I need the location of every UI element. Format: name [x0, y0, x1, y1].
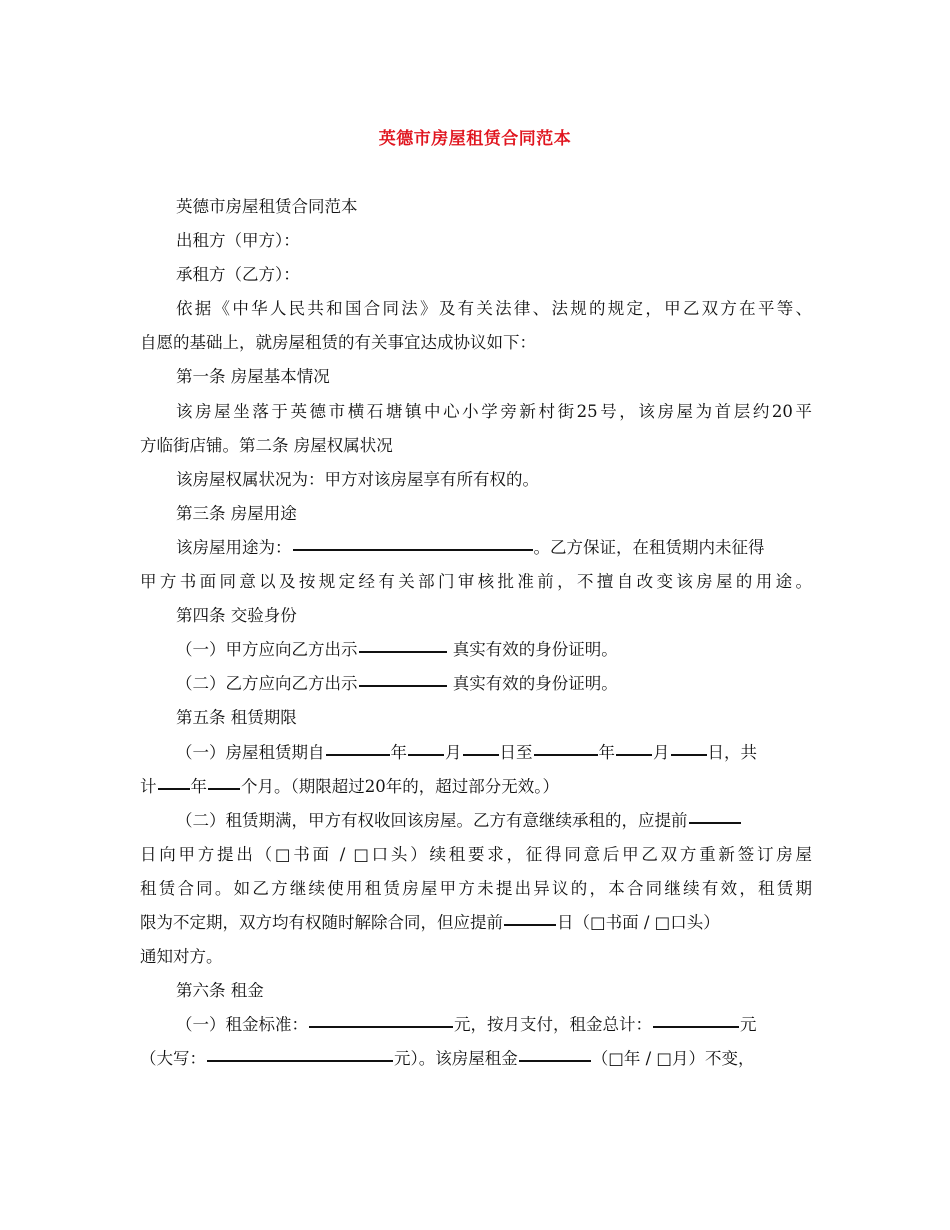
line-text: （一）甲方应向乙方出示	[176, 640, 358, 660]
line-text: 月	[653, 742, 670, 762]
paragraph-line: 自愿的基础上，就房屋租赁的有关事宜达成协议如下：	[140, 333, 536, 353]
fill-blank[interactable]	[293, 533, 533, 551]
line-text: （二）乙方应向乙方出示	[176, 674, 358, 694]
fill-blank[interactable]	[689, 806, 741, 824]
fill-blank[interactable]	[671, 738, 707, 756]
fill-blank[interactable]	[519, 1044, 591, 1062]
paragraph-line	[140, 531, 812, 565]
paragraph-line	[140, 804, 812, 838]
fill-blank[interactable]	[158, 772, 190, 790]
line-text: （二）租赁期满，甲方有权收回该房屋。乙方有意继续承租的，应提前	[176, 810, 688, 830]
line-text: 该房屋用途为：	[176, 537, 292, 557]
line-text: 限为不定期，双方均有权随时解除合同，但应提前	[140, 912, 503, 932]
paragraph-line: 租赁合同。如乙方继续使用租赁房屋甲方未提出异议的，本合同继续有效，租赁期	[140, 878, 812, 898]
paragraph-line	[140, 633, 812, 667]
line-text: 日（□书面 / □口头）	[557, 912, 720, 932]
line-text: （一）房屋租赁期自	[176, 742, 325, 762]
line-text: 真实有效的身份证明。	[447, 640, 618, 660]
fill-blank[interactable]	[309, 1010, 453, 1028]
line-text: 年	[190, 776, 207, 796]
line-text: 年	[390, 742, 407, 762]
line-text: 。乙方保证，在租赁期内未征得	[533, 537, 765, 557]
paragraph-line: 该房屋权属状况为：甲方对该房屋享有所有权的。	[176, 469, 539, 489]
paragraph-line: 英德市房屋租赁合同范本	[176, 197, 358, 216]
section-heading: 第三条 房屋用途	[176, 503, 297, 523]
document-body	[140, 190, 812, 1076]
paragraph-line: 日向甲方提出（□书面 / □口头）续租要求，征得同意后甲乙双方重新签订房屋	[140, 844, 812, 864]
fill-blank[interactable]	[653, 1010, 739, 1028]
line-text: 日至	[499, 742, 533, 762]
line-text: 日，共	[707, 742, 757, 762]
paragraph-line: 依据《中华人民共和国合同法》及有关法律、法规的规定，甲乙双方在平等、	[176, 299, 812, 319]
paragraph-line: 甲方书面同意以及按规定经有关部门审核批准前，不擅自改变该房屋的用途。	[140, 572, 812, 592]
fill-blank[interactable]	[616, 738, 652, 756]
line-text: 真实有效的身份证明。	[447, 674, 618, 694]
line-text: 元）。该房屋租金	[394, 1049, 518, 1069]
paragraph-line	[140, 906, 812, 940]
fill-blank[interactable]	[463, 738, 499, 756]
section-heading: 第五条 租赁期限	[176, 708, 297, 728]
paragraph-line	[140, 770, 812, 804]
paragraph-line: 该房屋坐落于英德市横石塘镇中心小学旁新村街25号，该房屋为首层约20平	[176, 401, 812, 421]
paragraph-line: 通知对方。	[140, 947, 223, 967]
page-title: 英德市房屋租赁合同范本	[378, 129, 572, 149]
paragraph-line: 方临街店铺。第二条 房屋权属状况	[140, 435, 393, 455]
line-text: （大写：	[140, 1049, 206, 1069]
paragraph-line	[140, 1008, 812, 1042]
line-text: 元，按月支付，租金总计：	[454, 1015, 652, 1035]
paragraph-line	[140, 667, 812, 701]
section-heading: 第四条 交验身份	[176, 606, 297, 626]
line-text: 元	[740, 1015, 757, 1035]
fill-blank[interactable]	[326, 738, 390, 756]
line-text: 计	[140, 776, 157, 796]
fill-blank[interactable]	[208, 772, 240, 790]
fill-blank[interactable]	[408, 738, 444, 756]
paragraph-line	[140, 1042, 812, 1076]
section-heading: 第六条 租金	[176, 981, 264, 1001]
paragraph-line	[140, 736, 812, 770]
line-text: 年	[598, 742, 615, 762]
line-text: 个月。（期限超过20年的，超过部分无效。）	[241, 776, 559, 796]
line-text: 月	[445, 742, 462, 762]
fill-blank[interactable]	[207, 1044, 393, 1062]
fill-blank[interactable]	[534, 738, 598, 756]
line-text: （一）租金标准：	[176, 1015, 308, 1035]
paragraph-line: 承租方（乙方）：	[176, 265, 300, 285]
section-heading: 第一条 房屋基本情况	[176, 367, 330, 387]
fill-blank[interactable]	[359, 669, 447, 687]
line-text: （□年 / □月）不变，	[591, 1049, 755, 1069]
fill-blank[interactable]	[504, 908, 556, 926]
paragraph-line: 出租方（甲方）：	[176, 231, 300, 251]
fill-blank[interactable]	[359, 635, 447, 653]
